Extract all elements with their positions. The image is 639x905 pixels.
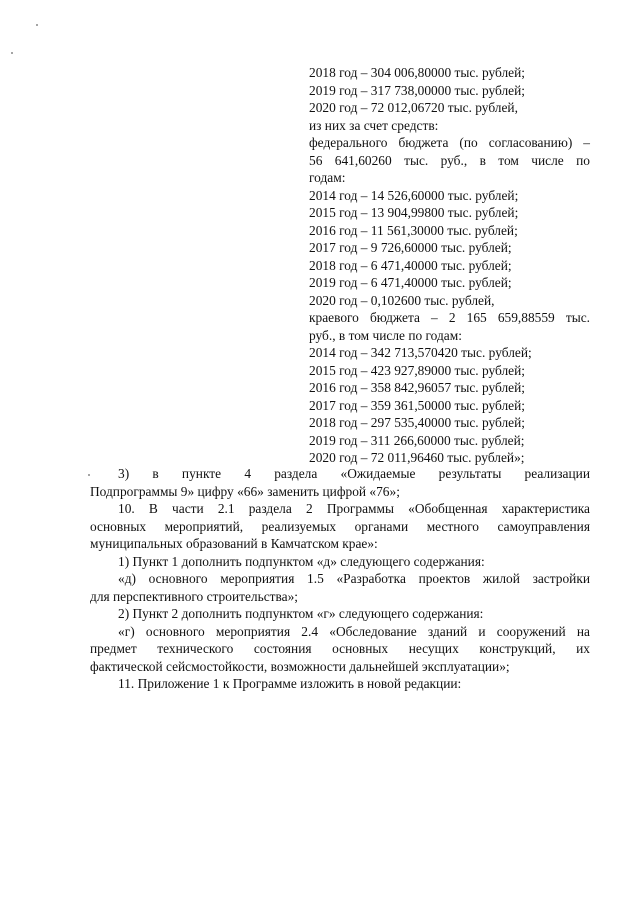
budget-line: из них за счет средств: [309,117,439,133]
item-3-paragraph [90,465,590,500]
budget-line: 2015 год – 13 904,99800 тыс. рублей; [309,205,519,220]
item-11-paragraph [90,675,590,693]
budget-line: 2019 год – 6 471,40000 тыс. рублей; [309,275,512,290]
budget-right-column [309,64,590,467]
budget-line: 2014 год – 14 526,60000 тыс. рублей; [309,187,519,203]
text-line: 3) в пункте 4 раздела «Ожидаемые результаты реализации [118,466,590,481]
text-line: муниципальных образований в Камчатском крае»: [90,536,378,551]
budget-line: 2018 год – 6 471,40000 тыс. рублей; [309,257,512,273]
text-line: 1) Пункт 1 дополнить подпунктом «д» следующего содержания: [118,553,485,569]
budget-line: 2020 год – 72 011,96460 тыс. рублей»; [309,450,525,465]
text-line: 10. В части 2.1 раздела 2 Программы «Обобщенная характеристика [118,501,590,516]
sub-1d-paragraph [90,570,590,605]
text-line: для перспективного строительства»; [90,588,298,604]
budget-line: федерального бюджета (по согласованию) – [309,135,590,150]
budget-line: руб., в том числе по годам: [309,327,462,343]
budget-line: 2019 год – 317 738,00000 тыс. рублей; [309,82,526,98]
text-line: «д) основного мероприятия 1.5 «Разработка проектов жилой застройки [118,571,590,586]
sub-1-paragraph [90,553,590,571]
budget-line: 2019 год – 311 266,60000 тыс. рублей; [309,432,525,448]
budget-line: 2017 год – 359 361,50000 тыс. рублей; [309,397,526,413]
budget-line: 56 641,60260 тыс. руб., в том числе по [309,152,590,168]
main-text [90,465,590,693]
scan-speck [11,52,13,54]
item-10-paragraph [90,500,590,553]
budget-line: 2016 год – 358 842,96057 тыс. рублей; [309,380,526,395]
text-line: предмет технического состояния основных несущих конструкций, их [90,641,590,656]
text-line: 11. Приложение 1 к Программе изложить в новой редакции: [118,676,462,691]
budget-line: 2018 год – 297 535,40000 тыс. рублей; [309,415,526,430]
sub-2-paragraph [90,605,590,623]
text-line: 2) Пункт 2 дополнить подпунктом «г» следующего содержания: [118,606,484,621]
text-line: «г) основного мероприятия 2.4 «Обследование зданий и сооружений на [118,623,590,639]
budget-line: 2015 год – 423 927,89000 тыс. рублей; [309,362,526,378]
budget-line: краевого бюджета – 2 165 659,88559 тыс. [309,310,590,325]
budget-line: 2014 год – 342 713,570420 тыс. рублей; [309,345,532,360]
text-line: фактической сейсмостойкости, возможности дальнейшей эксплуатации»; [90,658,510,674]
budget-line: годам: [309,170,346,185]
budget-line: 2018 год – 304 006,80000 тыс. рублей; [309,65,526,80]
budget-line: 2017 год – 9 726,60000 тыс. рублей; [309,240,512,255]
budget-line: 2020 год – 0,102600 тыс. рублей, [309,292,495,308]
sub-2g-paragraph [90,623,590,676]
scan-speck [36,24,38,26]
budget-line: 2020 год – 72 012,06720 тыс. рублей, [309,100,518,115]
text-line: Подпрограммы 9» цифру «66» заменить цифрой «76»; [90,483,400,499]
text-line: основных мероприятий, реализуемых органами местного самоуправления [90,518,590,534]
budget-line: 2016 год – 11 561,30000 тыс. рублей; [309,222,518,238]
